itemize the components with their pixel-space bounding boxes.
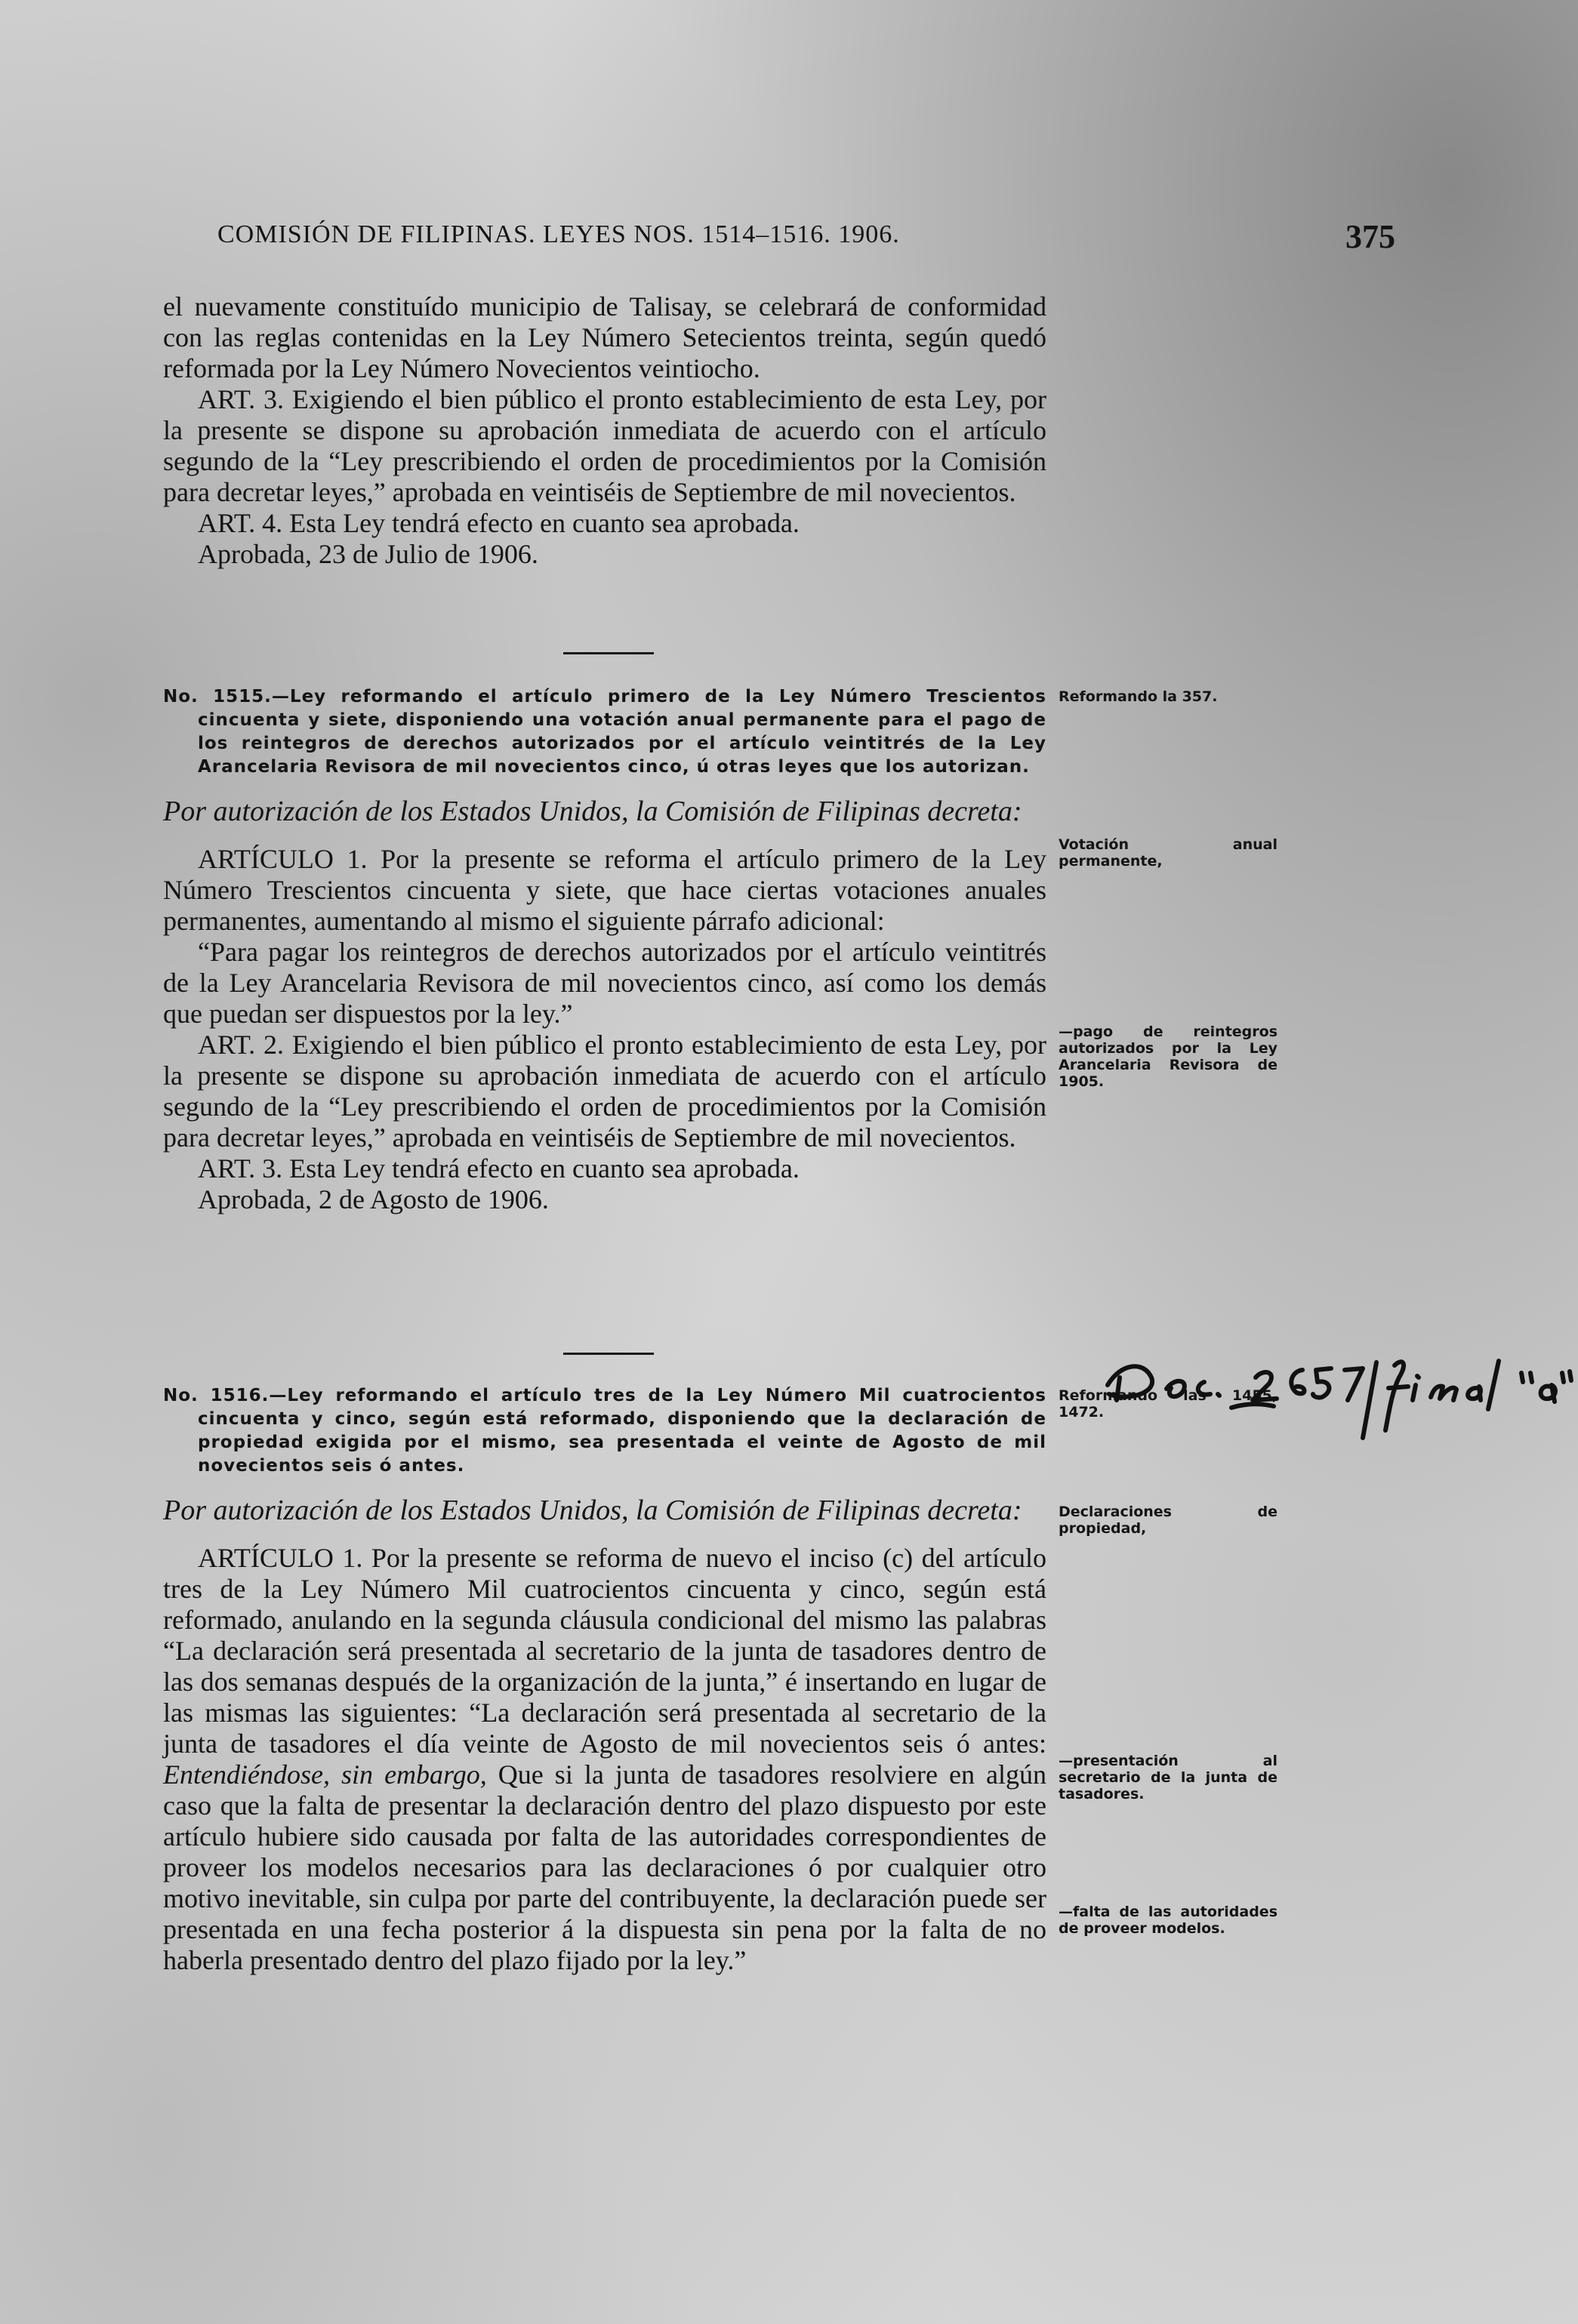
law-1515-art2 bbox=[163, 1030, 1046, 1153]
section-divider bbox=[563, 1353, 654, 1355]
article-text: Esta Ley tendrá efecto en cuanto sea aprobada. bbox=[282, 1153, 800, 1184]
law-1514-art4 bbox=[163, 508, 1046, 539]
article-text: Exigiendo el bien público el pronto establecimiento de esta Ley, por la presente se dispone su aprobación inmediata de acuerdo con el artículo segundo de la “Ley prescribiendo el orden de procedimientos por la Comisión para decretar leyes,” aprobada en veintiséis de Septiembre de mil novecientos. bbox=[163, 384, 1046, 507]
law-1516-decree: Por autorización de los Estados Unidos, la Comisión de Filipinas decreta: bbox=[163, 1494, 1022, 1526]
article-text: Que si la junta de tasadores resolviere en algún caso que la falta de presentar la declaración dentro del plazo dispuesto por este artículo hubiere sido causada por falta de las autoridades correspondientes de proveer los modelos necesarios para las declaraciones ó por cualquier otro motivo inevitable, sin culpa por parte del contribuyente, la declaración puede ser presentada en una fecha posterior á la dispuesta sin pena por la falta de no haberla presentado dentro del plazo fijado por la ley.” bbox=[163, 1759, 1046, 1975]
article-label: ARTÍCULO 1. bbox=[198, 844, 368, 874]
law-1516 bbox=[163, 1384, 1046, 1976]
page-number: 375 bbox=[1345, 218, 1395, 255]
handwritten-annotation bbox=[1099, 1355, 1574, 1453]
article-text: Esta Ley tendrá efecto en cuanto sea aprobada. bbox=[282, 508, 800, 538]
margin-note: Reformando las 1455, 1472. bbox=[1059, 1387, 1278, 1421]
article-label: ARTÍCULO 1. bbox=[198, 1543, 363, 1573]
margin-note: —pago de reintegros autorizados por la Ley Arancelaria Revisora de 1905. bbox=[1059, 1023, 1278, 1090]
section-divider bbox=[563, 652, 654, 654]
law-1514-approved: Aprobada, 23 de Julio de 1906. bbox=[198, 539, 538, 569]
margin-note: Votación anual permanente, bbox=[1059, 836, 1278, 870]
article-text: Por la presente se reforma de nuevo el inciso (c) del artículo tres de la Ley Número Mil cuatrocientos cincuenta y cinco, según está reformado, anulando en la segunda cláusula condicional del mismo las palabras “La declaración será presentada al secretario de la junta de tasadores dentro de las dos semanas después de la organización de la junta,” é insertando en lugar de las mismas las siguientes: “La declaración será presentada al secretario de la junta de tasadores el día veinte de Agosto de mil novecientos seis ó antes: bbox=[163, 1543, 1046, 1759]
article-text: Por la presente se reforma el artículo primero de la Ley Número Trescientos cincuenta y siete, que hace ciertas votaciones anuales permanentes, aumentando al mismo el siguiente párrafo adicional: bbox=[163, 844, 1046, 936]
margin-note: —presentación al secretario de la junta de tasadores. bbox=[1059, 1753, 1278, 1802]
article-label: ART. 2. bbox=[198, 1030, 285, 1060]
article-label: ART. 4. bbox=[198, 508, 283, 538]
article-text: Exigiendo el bien público el pronto establecimiento de esta Ley, por la presente se dispone su aprobación inmediata de acuerdo con el artículo segundo de la “Ley prescribiendo el orden de procedimientos por la Comisión para decretar leyes,” aprobada en veintiséis de Septiembre de mil novecientos. bbox=[163, 1030, 1046, 1153]
law-1514-art3 bbox=[163, 384, 1046, 508]
law-1515-heading: No. 1515.—Ley reformando el artículo primero de la Ley Número Trescientos cincuenta y siete, disponiendo una votación anual permanente para el pago de los reintegros de derechos autorizados por el artículo veintitrés de la Ley Arancelaria Revisora de mil novecientos cinco, ú otras leyes que los autorizan. bbox=[163, 687, 1046, 777]
law-1515-art3 bbox=[163, 1153, 1046, 1184]
law-1514-paragraph: el nuevamente constituído municipio de Talisay, se celebrará de conformidad con las reglas contenidas en la Ley Número Setecientos treinta, según quedó reformada por la Ley Número Novecientos veintiocho. bbox=[163, 291, 1046, 383]
law-1515-approved: Aprobada, 2 de Agosto de 1906. bbox=[198, 1184, 549, 1214]
law-1516-heading: No. 1516.—Ley reformando el artículo tres de la Ley Número Mil cuatrocientos cincuenta y cinco, según está reformado, disponiendo que la declaración de propiedad exigida por el mismo, sea presentada el veinte de Agosto de mil novecientos seis ó antes. bbox=[163, 1386, 1046, 1476]
margin-note: Reformando la 357. bbox=[1059, 688, 1218, 705]
law-1515-decree: Por autorización de los Estados Unidos, la Comisión de Filipinas decreta: bbox=[163, 796, 1022, 827]
running-title: COMISIÓN DE FILIPINAS. LEYES NOS. 1514–1516. 1906. bbox=[217, 220, 900, 248]
law-1516-art1 bbox=[163, 1543, 1046, 1976]
law-1515-art1 bbox=[163, 844, 1046, 937]
article-label: ART. 3. bbox=[198, 1153, 283, 1184]
law-1514-tail bbox=[163, 291, 1046, 570]
article-proviso: Entendiéndose, sin embargo, bbox=[163, 1759, 487, 1790]
article-label: ART. 3. bbox=[198, 384, 285, 414]
law-1515-quote: “Para pagar los reintegros de derechos autorizados por el artículo veintitrés de la Ley Arancelaria Revisora de mil novecientos cinco, así como los demás que puedan ser dispuestos por la ley.” bbox=[163, 937, 1046, 1029]
page-header bbox=[217, 217, 1395, 263]
law-1515 bbox=[163, 685, 1046, 1215]
margin-note: —falta de las autoridades de proveer modelos. bbox=[1059, 1904, 1278, 1937]
margin-note: Declaraciones de propiedad, bbox=[1059, 1504, 1278, 1537]
